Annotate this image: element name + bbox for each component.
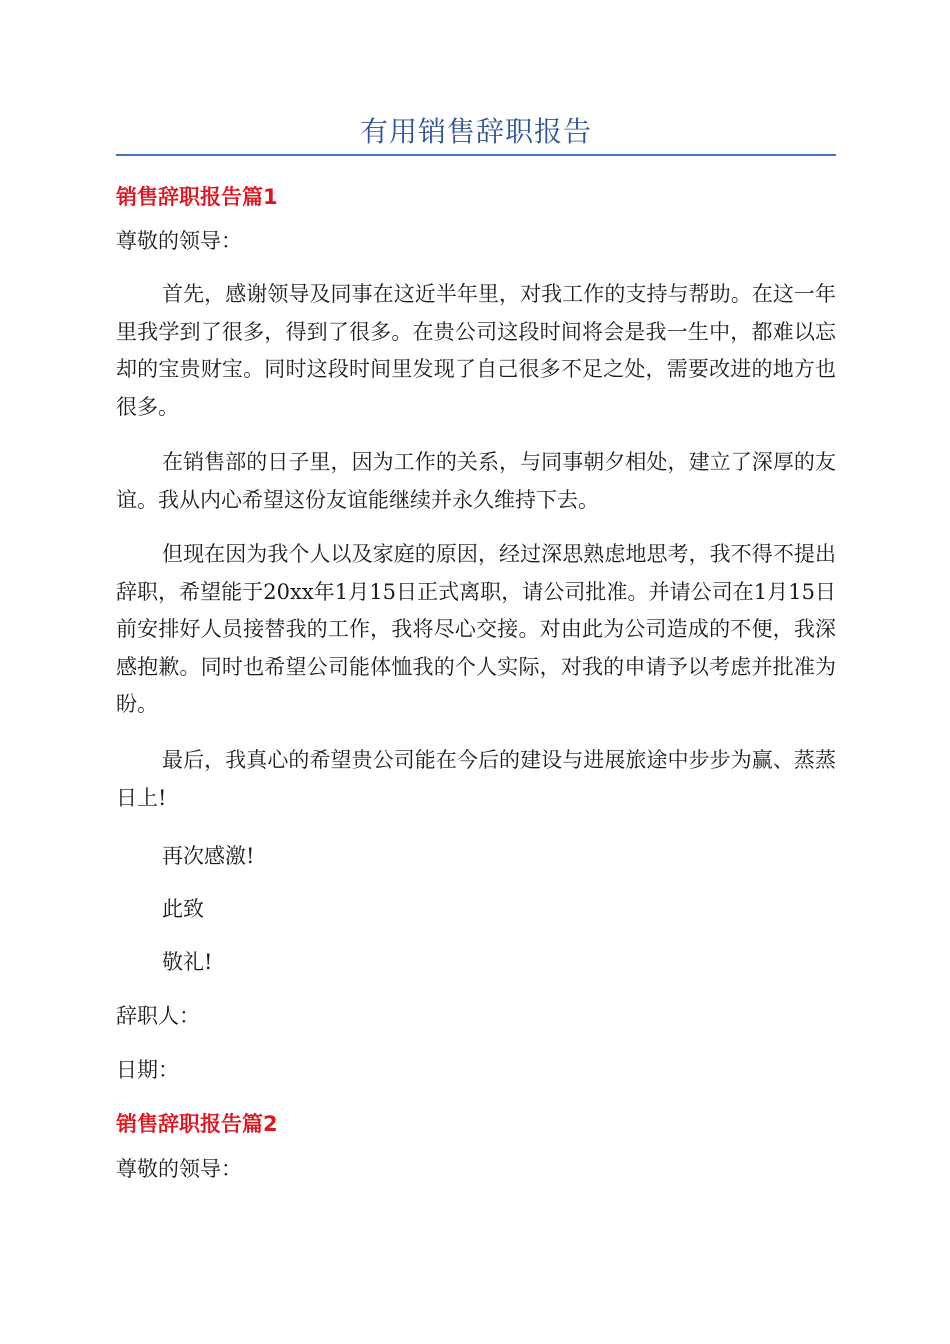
closing-line-2: 敬礼! bbox=[162, 950, 213, 974]
paragraph-2: 在销售部的日子里，因为工作的关系，与同事朝夕相处，建立了深厚的友谊。我从内心希望这份友谊能继续并永久维持下去。 bbox=[116, 450, 836, 512]
thanks-line: 再次感激! bbox=[162, 844, 255, 868]
paragraph-1: 首先，感谢领导及同事在这近半年里，对我工作的支持与帮助。在这一年里我学到了很多，得到了很多。在贵公司这段时间将会是我一生中，都难以忘却的宝贵财宝。同时这段时间里发现了自己很多不足之处，需要改进的地方也很多。 bbox=[116, 282, 836, 419]
paragraph-4: 最后，我真心的希望贵公司能在今后的建设与进展旅途中步步为赢、蒸蒸日上! bbox=[116, 748, 836, 810]
date-label: 日期： bbox=[116, 1058, 179, 1082]
document-title: 有用销售辞职报告 bbox=[359, 115, 592, 148]
salutation-2: 尊敬的领导： bbox=[116, 1157, 242, 1181]
paragraph-3: 但现在因为我个人以及家庭的原因，经过深思熟虑地思考，我不得不提出辞职，希望能于20xx年1月15日正式离职，请公司批准。并请公司在1月15日前安排好人员接替我的工作，我将尽心交接。对由此为公司造成的不便，我深感抱歉。同时也希望公司能体恤我的个人实际，对我的申请予以考虑并批准为盼。 bbox=[116, 542, 836, 716]
title-underline bbox=[116, 154, 836, 156]
signer-label: 辞职人： bbox=[116, 1004, 200, 1028]
salutation-1: 尊敬的领导： bbox=[116, 229, 242, 253]
section-heading-2: 销售辞职报告篇2 bbox=[116, 1112, 278, 1136]
section-heading-1: 销售辞职报告篇1 bbox=[116, 185, 278, 209]
closing-line-1: 此致 bbox=[162, 897, 204, 921]
